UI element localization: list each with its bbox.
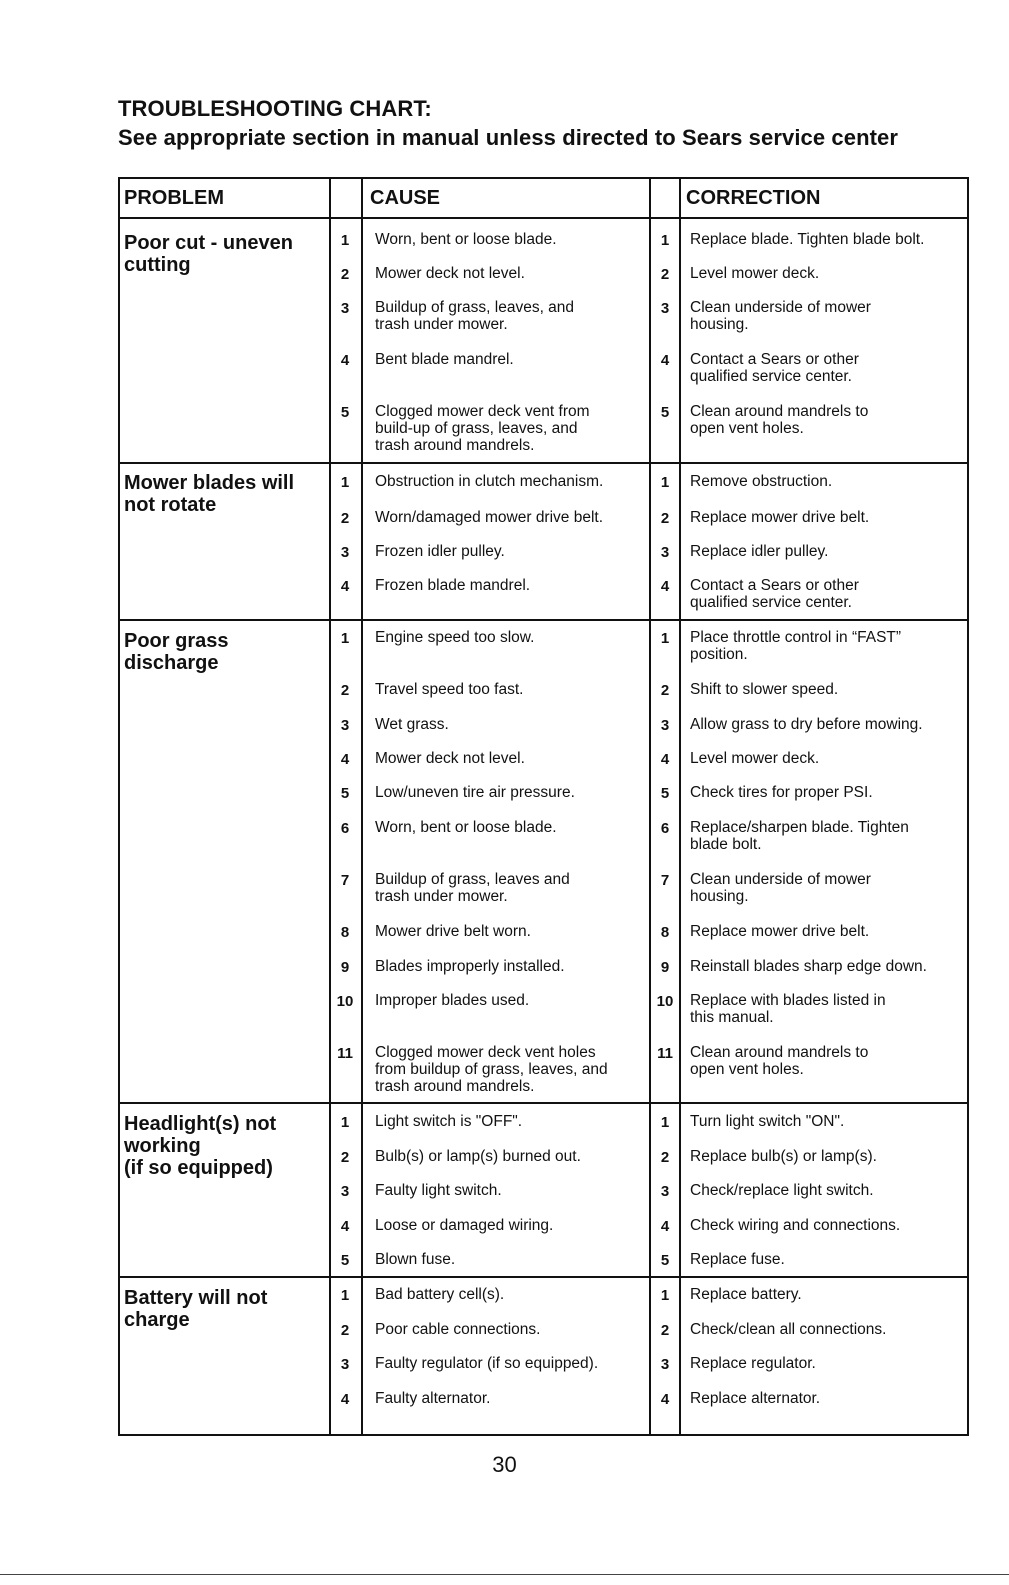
cause-number: 2	[340, 266, 350, 283]
correction-number: 11	[657, 1045, 673, 1062]
troubleshooting-table	[118, 177, 969, 1436]
correction-text: Replace battery.	[690, 1286, 802, 1303]
correction-text: Replace fuse.	[690, 1251, 785, 1268]
cause-number: 1	[340, 232, 350, 249]
correction-text: Replace regulator.	[690, 1355, 816, 1372]
cause-number: 4	[340, 352, 350, 369]
cause-text: Light switch is "OFF".	[375, 1113, 523, 1130]
correction-text: Turn light switch "ON".	[690, 1113, 845, 1130]
cause-text: Bad battery cell(s).	[375, 1286, 505, 1303]
correction-number: 1	[660, 232, 670, 249]
cause-text: Mower deck not level.	[375, 750, 525, 767]
correction-number: 9	[660, 959, 670, 976]
cause-number: 3	[340, 1183, 350, 1200]
correction-text: Level mower deck.	[690, 750, 820, 767]
correction-text: Clean underside of mower housing.	[690, 871, 871, 905]
correction-text: Check/replace light switch.	[690, 1182, 874, 1199]
correction-number: 5	[660, 404, 670, 421]
cause-text: Poor cable connections.	[375, 1321, 541, 1338]
correction-number: 2	[660, 1322, 670, 1339]
cause-number: 1	[340, 630, 350, 647]
cause-number: 6	[340, 820, 350, 837]
correction-number: 6	[660, 820, 670, 837]
cause-text: Buildup of grass, leaves, and trash under mower.	[375, 299, 575, 333]
divider-num-correction	[679, 179, 681, 1434]
correction-number: 3	[660, 1183, 670, 1200]
correction-number: 8	[660, 924, 670, 941]
cause-text: Frozen blade mandrel.	[375, 577, 531, 594]
cause-text: Worn, bent or loose blade.	[375, 819, 557, 836]
cause-number: 2	[340, 1149, 350, 1166]
correction-number: 5	[660, 1252, 670, 1269]
correction-text: Shift to slower speed.	[690, 681, 839, 698]
cause-text: Blown fuse.	[375, 1251, 456, 1268]
cause-text: Bulb(s) or lamp(s) burned out.	[375, 1148, 581, 1165]
cause-text: Obstruction in clutch mechanism.	[375, 473, 604, 490]
cause-number: 1	[340, 474, 350, 491]
correction-number: 2	[660, 682, 670, 699]
section-rule	[120, 1276, 967, 1278]
correction-text: Replace mower drive belt.	[690, 923, 870, 940]
correction-number: 4	[660, 751, 670, 768]
correction-number: 1	[660, 474, 670, 491]
correction-text: Replace mower drive belt.	[690, 509, 870, 526]
correction-number: 4	[660, 1218, 670, 1235]
correction-number: 1	[660, 1114, 670, 1131]
problem-headlights-not-working: Headlight(s) not working (if so equipped)	[124, 1113, 277, 1179]
cause-number: 4	[340, 578, 350, 595]
cause-number: 7	[340, 872, 350, 889]
correction-text: Allow grass to dry before mowing.	[690, 716, 923, 733]
correction-number: 3	[660, 544, 670, 561]
cause-number: 8	[340, 924, 350, 941]
header-problem: PROBLEM	[124, 187, 224, 209]
cause-number: 5	[340, 404, 350, 421]
cause-text: Low/uneven tire air pressure.	[375, 784, 575, 801]
cause-text: Buildup of grass, leaves and trash under mower.	[375, 871, 570, 905]
header-rule	[120, 217, 967, 219]
cause-text: Clogged mower deck vent from build-up of grass, leaves, and trash around mandrels.	[375, 403, 590, 454]
correction-text: Check/clean all connections.	[690, 1321, 887, 1338]
cause-number: 3	[340, 300, 350, 317]
correction-number: 10	[656, 993, 674, 1010]
correction-number: 3	[660, 1356, 670, 1373]
correction-number: 3	[660, 717, 670, 734]
correction-text: Replace blade. Tighten blade bolt.	[690, 231, 925, 248]
cause-text: Travel speed too fast.	[375, 681, 524, 698]
correction-text: Contact a Sears or other qualified service center.	[690, 351, 859, 385]
cause-number: 3	[340, 1356, 350, 1373]
divider-problem-num	[329, 179, 331, 1434]
cause-text: Frozen idler pulley.	[375, 543, 505, 560]
section-rule	[120, 619, 967, 621]
correction-number: 4	[660, 352, 670, 369]
cause-text: Worn/damaged mower drive belt.	[375, 509, 604, 526]
problem-battery-not-charge: Battery will not charge	[124, 1287, 268, 1331]
section-rule	[120, 462, 967, 464]
cause-number: 4	[340, 1218, 350, 1235]
cause-number: 10	[336, 993, 354, 1010]
correction-text: Remove obstruction.	[690, 473, 833, 490]
correction-text: Clean underside of mower housing.	[690, 299, 871, 333]
chart-title: TROUBLESHOOTING CHART:	[118, 96, 432, 121]
cause-number: 2	[340, 682, 350, 699]
cause-number: 11	[337, 1045, 353, 1062]
cause-number: 9	[340, 959, 350, 976]
correction-text: Clean around mandrels to open vent holes.	[690, 403, 869, 437]
cause-number: 2	[340, 1322, 350, 1339]
cause-number: 4	[340, 1391, 350, 1408]
cause-number: 2	[340, 510, 350, 527]
correction-number: 4	[660, 1391, 670, 1408]
cause-number: 4	[340, 751, 350, 768]
chart-subtitle: See appropriate section in manual unless directed to Sears service center	[118, 125, 899, 150]
cause-text: Wet grass.	[375, 716, 449, 733]
scan-edge-rule	[0, 1574, 1009, 1575]
cause-text: Engine speed too slow.	[375, 629, 535, 646]
correction-number: 2	[660, 510, 670, 527]
cause-text: Faulty regulator (if so equipped).	[375, 1355, 599, 1372]
cause-text: Loose or damaged wiring.	[375, 1217, 554, 1234]
cause-text: Blades improperly installed.	[375, 958, 565, 975]
correction-number: 4	[660, 578, 670, 595]
correction-number: 1	[660, 1287, 670, 1304]
cause-text: Faulty light switch.	[375, 1182, 502, 1199]
correction-number: 2	[660, 1149, 670, 1166]
correction-number: 3	[660, 300, 670, 317]
correction-number: 7	[660, 872, 670, 889]
cause-text: Bent blade mandrel.	[375, 351, 514, 368]
cause-text: Worn, bent or loose blade.	[375, 231, 557, 248]
cause-text: Improper blades used.	[375, 992, 530, 1009]
correction-text: Replace/sharpen blade. Tighten blade bolt.	[690, 819, 909, 853]
cause-text: Clogged mower deck vent holes from buildup of grass, leaves, and trash around mandrels.	[375, 1044, 608, 1095]
correction-text: Check tires for proper PSI.	[690, 784, 873, 801]
header-correction: CORRECTION	[686, 187, 821, 209]
divider-num-cause	[361, 179, 363, 1434]
correction-text: Replace bulb(s) or lamp(s).	[690, 1148, 877, 1165]
cause-text: Mower deck not level.	[375, 265, 525, 282]
correction-text: Check wiring and connections.	[690, 1217, 901, 1234]
correction-number: 2	[660, 266, 670, 283]
correction-text: Clean around mandrels to open vent holes.	[690, 1044, 869, 1078]
cause-number: 5	[340, 785, 350, 802]
page-number: 30	[492, 1452, 517, 1477]
problem-blades-not-rotate: Mower blades will not rotate	[124, 472, 295, 516]
cause-number: 3	[340, 544, 350, 561]
correction-text: Replace idler pulley.	[690, 543, 829, 560]
cause-text: Faulty alternator.	[375, 1390, 491, 1407]
correction-text: Place throttle control in “FAST” position.	[690, 629, 902, 663]
cause-number: 1	[340, 1114, 350, 1131]
cause-number: 3	[340, 717, 350, 734]
correction-text: Replace alternator.	[690, 1390, 821, 1407]
cause-number: 1	[340, 1287, 350, 1304]
header-cause: CAUSE	[370, 187, 441, 209]
correction-text: Contact a Sears or other qualified service center.	[690, 577, 859, 611]
problem-poor-cut: Poor cut - uneven cutting	[124, 232, 293, 276]
problem-poor-grass-discharge: Poor grass discharge	[124, 630, 229, 674]
cause-number: 5	[340, 1252, 350, 1269]
section-rule	[120, 1102, 967, 1104]
correction-text: Reinstall blades sharp edge down.	[690, 958, 927, 975]
correction-number: 1	[660, 630, 670, 647]
correction-number: 5	[660, 785, 670, 802]
correction-text: Level mower deck.	[690, 265, 820, 282]
correction-text: Replace with blades listed in this manual.	[690, 992, 886, 1026]
cause-text: Mower drive belt worn.	[375, 923, 531, 940]
